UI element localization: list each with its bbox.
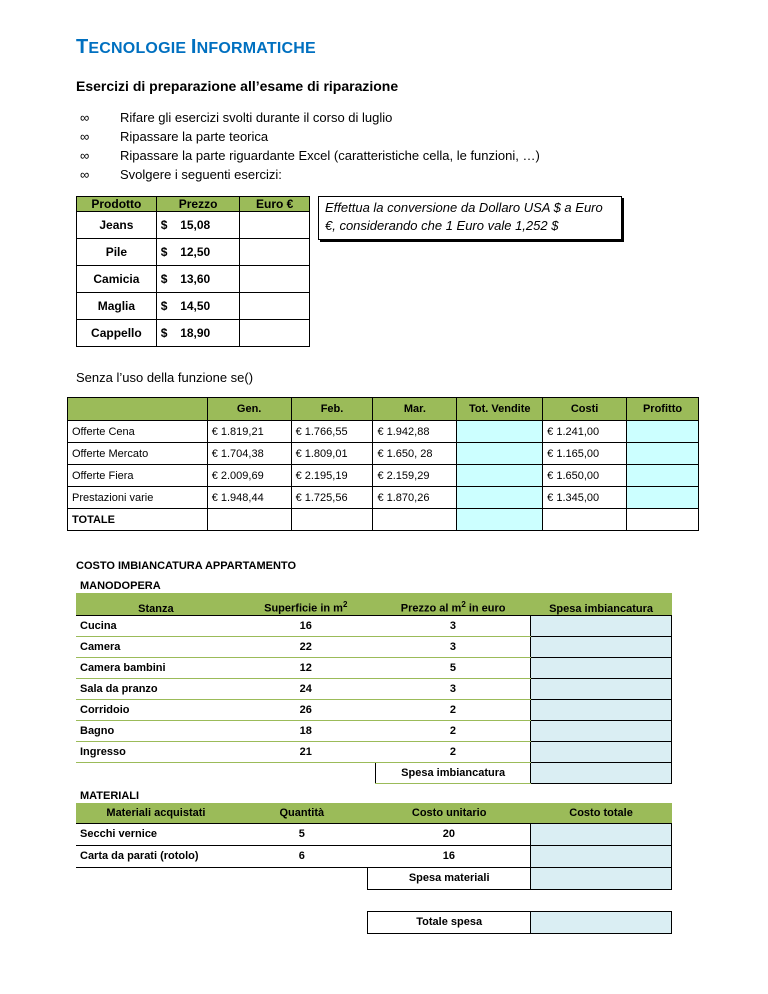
- grand-total-cell[interactable]: [531, 911, 672, 933]
- value-cell: € 1.725,56: [291, 487, 373, 509]
- expense-cell[interactable]: [531, 615, 672, 636]
- total-row: [68, 509, 699, 531]
- labour-table: [76, 593, 672, 784]
- value-cell: € 2.195,19: [291, 465, 373, 487]
- qty-cell: 6: [236, 845, 368, 867]
- expense-cell[interactable]: [531, 741, 672, 762]
- price-cell: 18,90: [176, 320, 240, 347]
- empty-cell: [76, 911, 236, 933]
- cost-cell[interactable]: [543, 509, 627, 531]
- table-row: [77, 212, 310, 239]
- currency-cell: $: [156, 320, 176, 347]
- price-cell: 15,08: [176, 212, 240, 239]
- value-cell: € 1.704,38: [207, 443, 291, 465]
- total-materials-cell[interactable]: [531, 867, 672, 889]
- area-cell: 22: [236, 636, 376, 657]
- empty-cell: [236, 889, 368, 911]
- total-cost-cell[interactable]: [531, 823, 672, 845]
- unit-cost-cell: 20: [368, 823, 531, 845]
- area-cell: 16: [236, 615, 376, 636]
- header-cell: [236, 593, 376, 615]
- superscript: 2: [461, 599, 466, 609]
- euro-cell[interactable]: [240, 239, 310, 266]
- title-initial: I: [190, 36, 197, 58]
- table-row: [68, 443, 699, 465]
- table-row: [76, 636, 672, 657]
- room-cell: Corridoio: [76, 699, 236, 720]
- room-cell: Ingresso: [76, 741, 236, 762]
- header-cell: [68, 398, 208, 421]
- row-label: Offerte Cena: [68, 421, 208, 443]
- header-cell: Prezzo: [156, 197, 240, 212]
- area-cell: 12: [236, 657, 376, 678]
- product-cell: Camicia: [77, 266, 157, 293]
- cost-cell: € 1.241,00: [543, 421, 627, 443]
- bullet-icon: ∞: [80, 110, 90, 125]
- currency-cell: $: [156, 239, 176, 266]
- table-header-row: [76, 803, 672, 823]
- materials-title: MATERIALI: [80, 790, 140, 802]
- empty-cell: [76, 762, 236, 783]
- table-row: [76, 678, 672, 699]
- list-item-text: Rifare gli esercizi svolti durante il corso di luglio: [120, 110, 393, 125]
- empty-cell: [368, 889, 531, 911]
- value-cell: € 1.870,26: [373, 487, 457, 509]
- header-cell: Costo totale: [531, 803, 672, 823]
- room-cell: Camera bambini: [76, 657, 236, 678]
- currency-cell: $: [156, 293, 176, 320]
- prices-table: [76, 196, 310, 347]
- price-cell: 5: [376, 657, 531, 678]
- table-row: [77, 266, 310, 293]
- profit-cell[interactable]: [627, 509, 699, 531]
- table-row: [76, 741, 672, 762]
- materials-table: [76, 803, 672, 934]
- total-label: TOTALE: [68, 509, 208, 531]
- price-cell: 2: [376, 741, 531, 762]
- header-cell: Mar.: [373, 398, 457, 421]
- expense-cell[interactable]: [531, 657, 672, 678]
- labour-title: MANODOPERA: [80, 580, 161, 592]
- price-cell: 3: [376, 615, 531, 636]
- price-cell: 2: [376, 699, 531, 720]
- list-item: [80, 165, 540, 184]
- euro-cell[interactable]: [240, 266, 310, 293]
- price-cell: 3: [376, 678, 531, 699]
- value-cell: € 1.766,55: [291, 421, 373, 443]
- row-label: Offerte Mercato: [68, 443, 208, 465]
- table-row: [76, 615, 672, 636]
- row-label: Prestazioni varie: [68, 487, 208, 509]
- table-row: [76, 823, 672, 845]
- empty-cell: [236, 867, 368, 889]
- table-row: [77, 320, 310, 347]
- product-cell: Pile: [77, 239, 157, 266]
- total-label: Spesa materiali: [368, 867, 531, 889]
- header-cell: Profitto: [627, 398, 699, 421]
- profit-cell[interactable]: [627, 421, 699, 443]
- grand-total-row: [76, 911, 672, 933]
- product-cell: Jeans: [77, 212, 157, 239]
- empty-cell: [236, 911, 368, 933]
- list-item-text: Ripassare la parte riguardante Excel (caratteristiche cella, le funzioni, …): [120, 148, 540, 163]
- table-row: [68, 465, 699, 487]
- expense-cell[interactable]: [531, 720, 672, 741]
- header-cell: Quantità: [236, 803, 368, 823]
- area-cell: 21: [236, 741, 376, 762]
- product-cell: Cappello: [77, 320, 157, 347]
- header-cell: Costi: [543, 398, 627, 421]
- header-text: Prezzo al m: [400, 602, 462, 615]
- room-cell: Cucina: [76, 615, 236, 636]
- expense-cell[interactable]: [531, 699, 672, 720]
- euro-cell[interactable]: [240, 320, 310, 347]
- price-cell: 14,50: [176, 293, 240, 320]
- value-cell: € 1.942,88: [373, 421, 457, 443]
- table-row: [77, 293, 310, 320]
- title-initial: T: [76, 36, 89, 58]
- list-item: [80, 146, 540, 165]
- profit-cell[interactable]: [627, 487, 699, 509]
- value-cell[interactable]: [291, 509, 373, 531]
- list-item-text: Ripassare la parte teorica: [120, 129, 269, 144]
- table-row: [76, 699, 672, 720]
- total-row: [76, 762, 672, 783]
- item-cell: Secchi vernice: [76, 823, 236, 845]
- conversion-note: Effettua la conversione da Dollaro USA $ a Euro €, considerando che 1 Euro vale 1,252 $: [318, 196, 622, 240]
- empty-cell: [76, 889, 236, 911]
- value-cell[interactable]: [373, 509, 457, 531]
- price-cell: 3: [376, 636, 531, 657]
- value-cell: € 2.009,69: [207, 465, 291, 487]
- cost-cell: € 1.650,00: [543, 465, 627, 487]
- total-label: Spesa imbiancatura: [376, 762, 531, 783]
- area-cell: 24: [236, 678, 376, 699]
- header-cell: Prodotto: [77, 197, 157, 212]
- painting-title: COSTO IMBIANCATURA APPARTAMENTO: [76, 560, 296, 572]
- total-sales-cell[interactable]: [457, 487, 543, 509]
- room-cell: Bagno: [76, 720, 236, 741]
- value-cell: € 2.159,29: [373, 465, 457, 487]
- list-item: [80, 108, 540, 127]
- table-row: [77, 239, 310, 266]
- list-item: [80, 127, 540, 146]
- cost-cell: € 1.165,00: [543, 443, 627, 465]
- total-expense-cell[interactable]: [531, 762, 672, 783]
- total-sales-cell[interactable]: [457, 465, 543, 487]
- value-cell: € 1.948,44: [207, 487, 291, 509]
- euro-cell[interactable]: [240, 293, 310, 320]
- sales-intro: Senza l’uso della funzione se(): [76, 370, 254, 385]
- total-sales-cell[interactable]: [457, 421, 543, 443]
- header-cell: Costo unitario: [368, 803, 531, 823]
- room-cell: Sala da pranzo: [76, 678, 236, 699]
- expense-cell[interactable]: [531, 678, 672, 699]
- total-sales-cell[interactable]: [457, 509, 543, 531]
- unit-cost-cell: 16: [368, 845, 531, 867]
- table-row: [68, 487, 699, 509]
- header-text: in euro: [465, 602, 506, 615]
- bullet-icon: ∞: [80, 167, 90, 182]
- euro-cell[interactable]: [240, 212, 310, 239]
- list-item-text: Svolgere i seguenti esercizi:: [120, 167, 282, 182]
- table-header-row: [76, 593, 672, 615]
- sales-table: [67, 397, 699, 531]
- header-cell: [376, 593, 531, 615]
- room-cell: Camera: [76, 636, 236, 657]
- value-cell: € 1.809,01: [291, 443, 373, 465]
- total-cost-cell[interactable]: [531, 845, 672, 867]
- table-row: [76, 657, 672, 678]
- profit-cell[interactable]: [627, 465, 699, 487]
- bullet-icon: ∞: [80, 129, 90, 144]
- bullet-icon: ∞: [80, 148, 90, 163]
- table-header-row: [68, 398, 699, 421]
- total-row: [76, 867, 672, 889]
- header-cell: Euro €: [240, 197, 310, 212]
- price-cell: 13,60: [176, 266, 240, 293]
- product-cell: Maglia: [77, 293, 157, 320]
- header-text: Superficie in m: [264, 602, 343, 615]
- value-cell: € 1.819,21: [207, 421, 291, 443]
- price-cell: 12,50: [176, 239, 240, 266]
- value-cell[interactable]: [207, 509, 291, 531]
- spacer-row: [76, 889, 672, 911]
- grand-total-label: Totale spesa: [368, 911, 531, 933]
- header-cell: Tot. Vendite: [457, 398, 543, 421]
- section-subtitle: Esercizi di preparazione all’esame di riparazione: [76, 78, 399, 94]
- bullet-list: [80, 108, 540, 184]
- table-row: [76, 720, 672, 741]
- header-cell: Feb.: [291, 398, 373, 421]
- empty-cell: [76, 867, 236, 889]
- table-header-row: [77, 197, 310, 212]
- area-cell: 26: [236, 699, 376, 720]
- price-cell: 2: [376, 720, 531, 741]
- qty-cell: 5: [236, 823, 368, 845]
- empty-cell: [236, 762, 376, 783]
- row-label: Offerte Fiera: [68, 465, 208, 487]
- currency-cell: $: [156, 212, 176, 239]
- table-row: [68, 421, 699, 443]
- header-cell: Stanza: [76, 593, 236, 615]
- value-cell: € 1.650, 28: [373, 443, 457, 465]
- expense-cell[interactable]: [531, 636, 672, 657]
- cost-cell: € 1.345,00: [543, 487, 627, 509]
- area-cell: 18: [236, 720, 376, 741]
- header-cell: Gen.: [207, 398, 291, 421]
- superscript: 2: [342, 599, 348, 609]
- empty-cell: [531, 889, 672, 911]
- page-title: [76, 36, 316, 59]
- title-part: ECNOLOGIE: [88, 40, 191, 57]
- header-cell: Materiali acquistati: [76, 803, 236, 823]
- currency-cell: $: [156, 266, 176, 293]
- title-part: NFORMATICHE: [196, 40, 316, 57]
- profit-cell[interactable]: [627, 443, 699, 465]
- item-cell: Carta da parati (rotolo): [76, 845, 236, 867]
- table-row: [76, 845, 672, 867]
- header-cell: Spesa imbiancatura: [531, 593, 672, 615]
- total-sales-cell[interactable]: [457, 443, 543, 465]
